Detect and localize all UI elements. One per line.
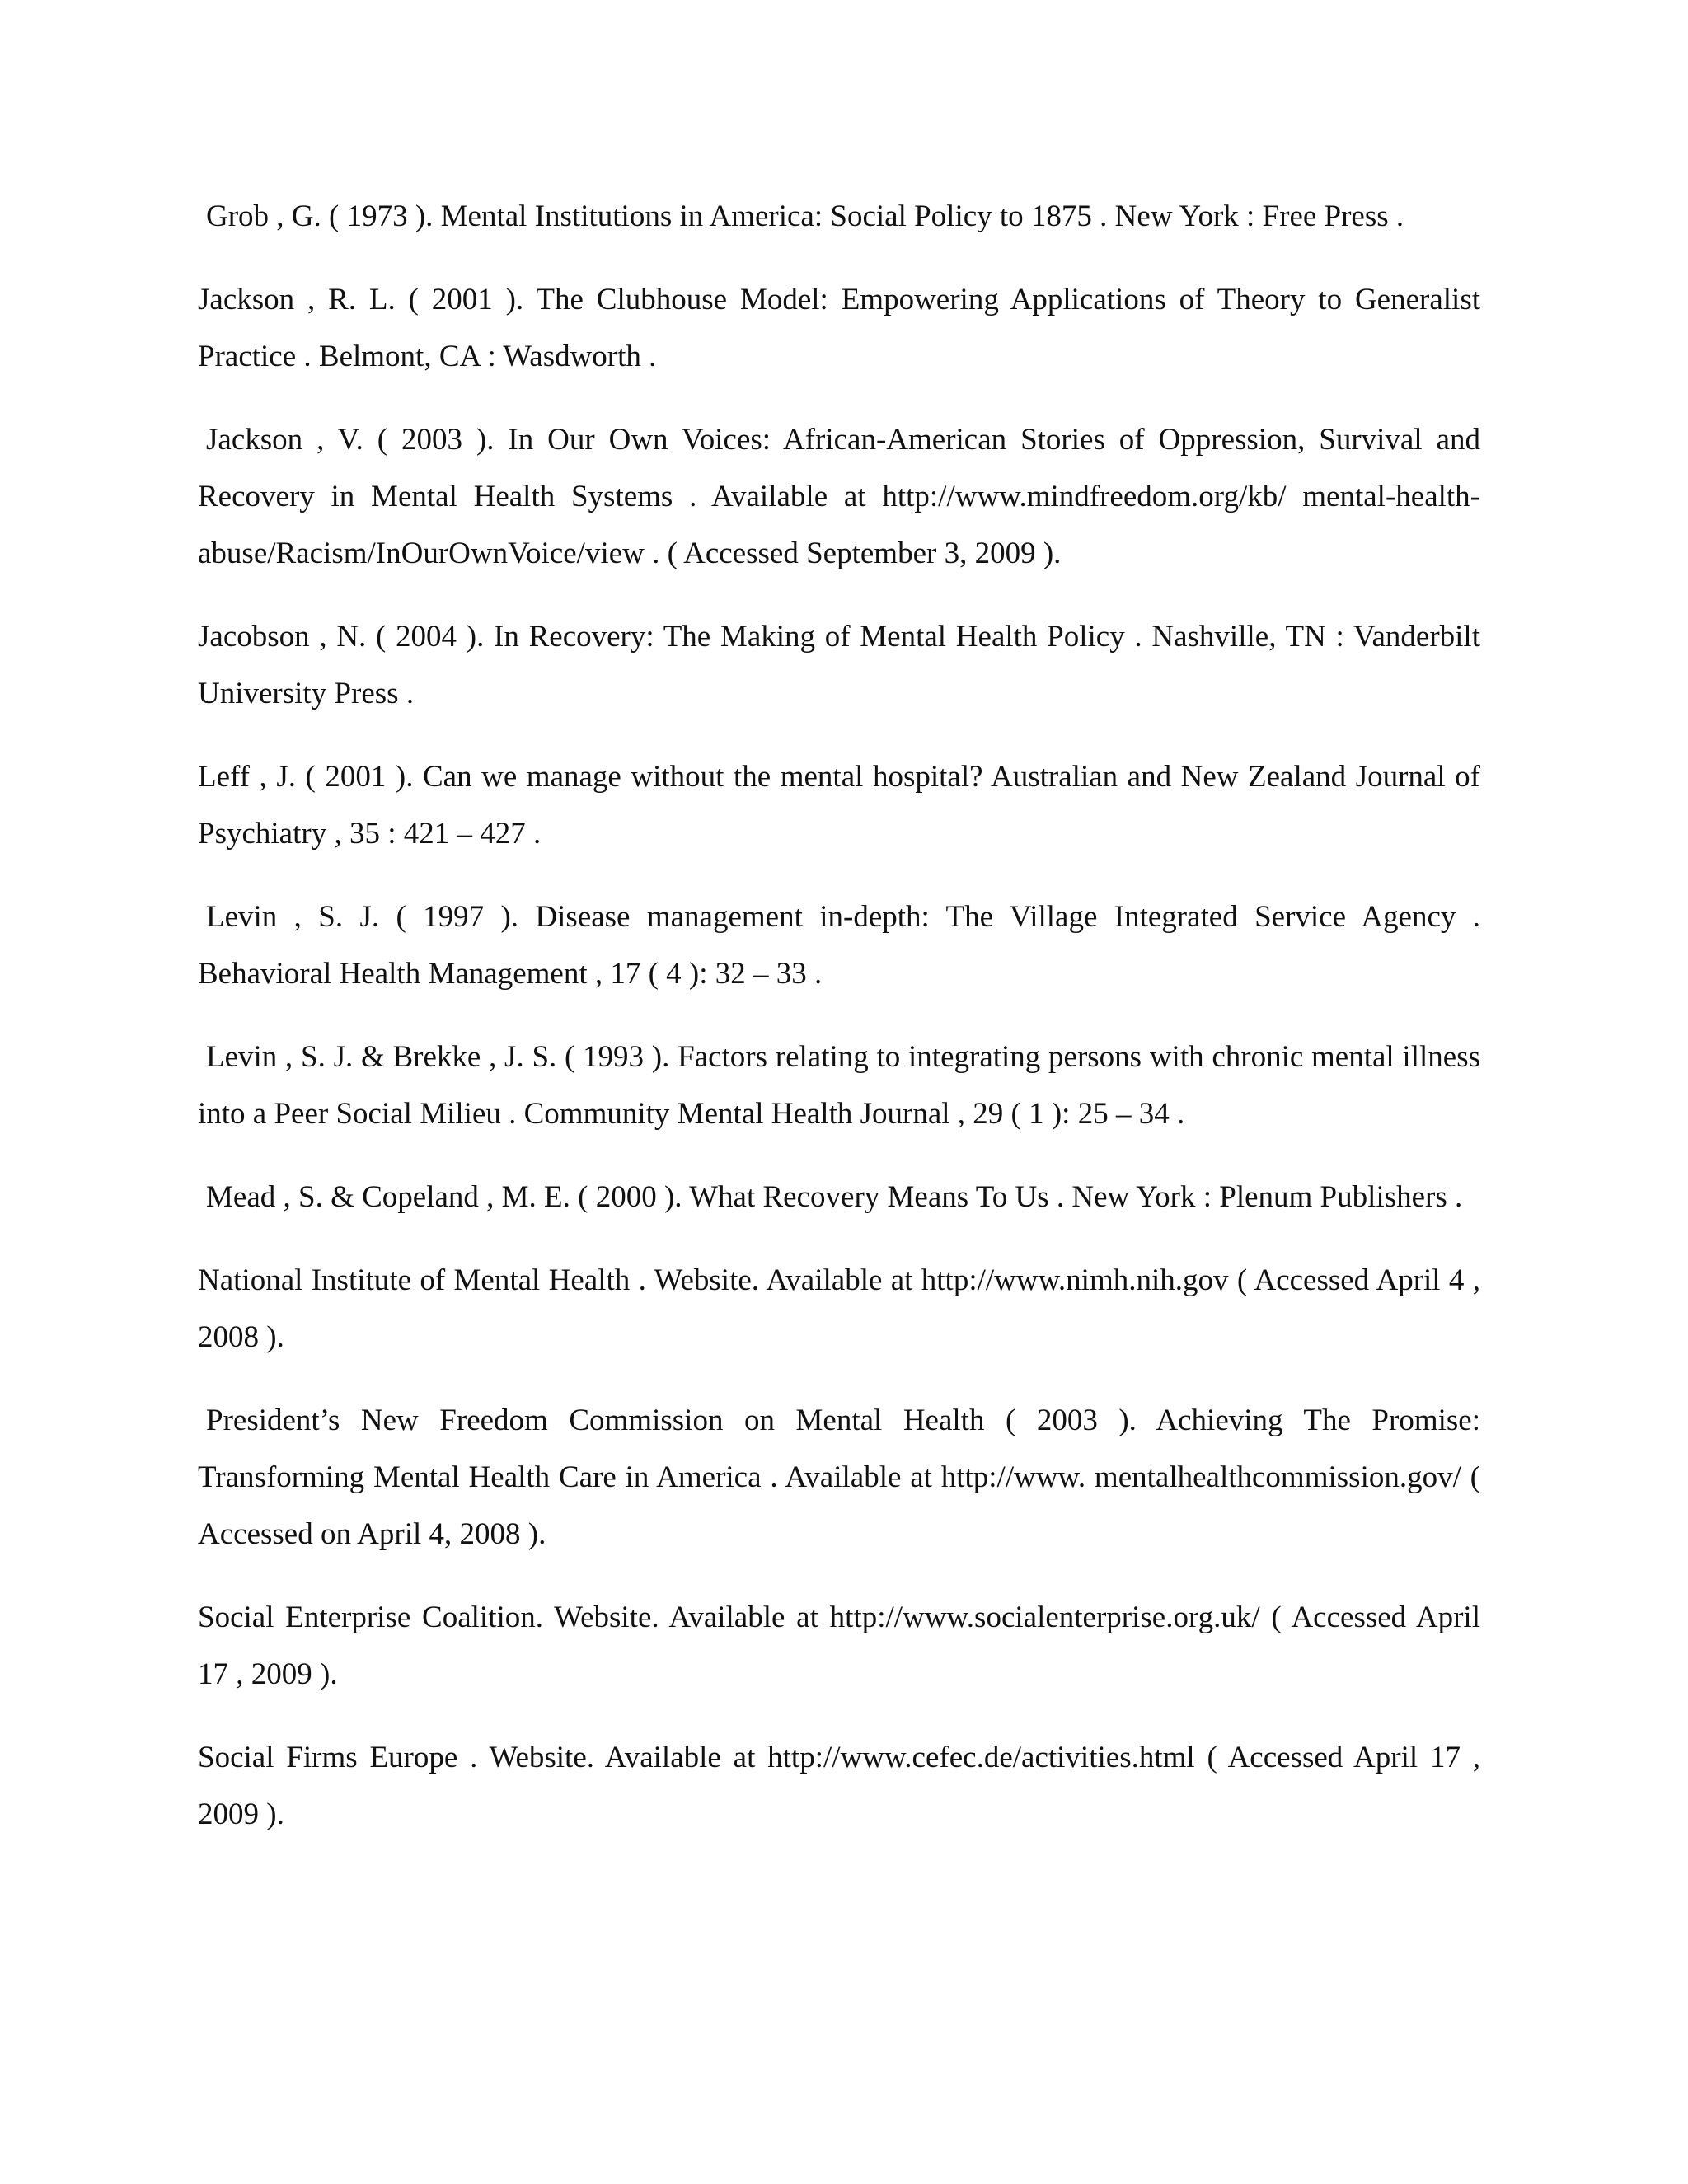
reference-item-presidents-commission: President’s New Freedom Commission on Mental Health ( 2003 ). Achieving The Promise: Transforming Mental Health Care in America . Available at http://www. mentalhealthcommission.gov/ ( Accessed on April 4, 2008 ). [198,1404,1480,1551]
reference-item-social-firms-europe: Social Firms Europe . Website. Available at http://www.cefec.de/activities.html ( Accessed April 17 , 2009 ). [198,1741,1480,1831]
reference-item-jackson-rl: Jackson , R. L. ( 2001 ). The Clubhouse Model: Empowering Applications of Theory to Generalist Practice . Belmont, CA : Wasdworth . [198,283,1480,373]
reference-list [198,188,1480,1869]
reference-item-jacobson: Jacobson , N. ( 2004 ). In Recovery: The Making of Mental Health Policy . Nashville, TN : Vanderbilt University Press . [198,620,1480,710]
reference-item-leff: Leff , J. ( 2001 ). Can we manage without the mental hospital? Australian and New Zealand Journal of Psychiatry , 35 : 421 – 427 . [198,760,1480,851]
reference-item-jackson-v: Jackson , V. ( 2003 ). In Our Own Voices: African-American Stories of Oppression, Survival and Recovery in Mental Health Systems . Available at http://www.mindfreedom.org/kb/ mental-health-abuse/Racism/InOurOwnVoice/view . ( Accessed September 3, 2009 ). [198,423,1480,570]
reference-item-mead-copeland: Mead , S. & Copeland , M. E. ( 2000 ). What Recovery Means To Us . New York : Plenum Publishers . [206,1180,1463,1214]
reference-item-levin-1997: Levin , S. J. ( 1997 ). Disease management in-depth: The Village Integrated Service Agency . Behavioral Health Management , 17 ( 4 ): 32 – 33 . [198,900,1480,991]
reference-item-social-enterprise-coalition: Social Enterprise Coalition. Website. Available at http://www.socialenterprise.org.uk/ ( Accessed April 17 , 2009 ). [198,1601,1480,1691]
reference-item-levin-brekke: Levin , S. J. & Brekke , J. S. ( 1993 ). Factors relating to integrating persons with chronic mental illness into a Peer Social Milieu . Community Mental Health Journal , 29 ( 1 ): 25 – 34 . [198,1040,1480,1131]
reference-item-grob: Grob , G. ( 1973 ). Mental Institutions in America: Social Policy to 1875 . New York : Free Press . [206,199,1404,233]
reference-item-nimh: National Institute of Mental Health . Website. Available at http://www.nimh.nih.gov ( Accessed April 4 , 2008 ). [198,1263,1480,1354]
